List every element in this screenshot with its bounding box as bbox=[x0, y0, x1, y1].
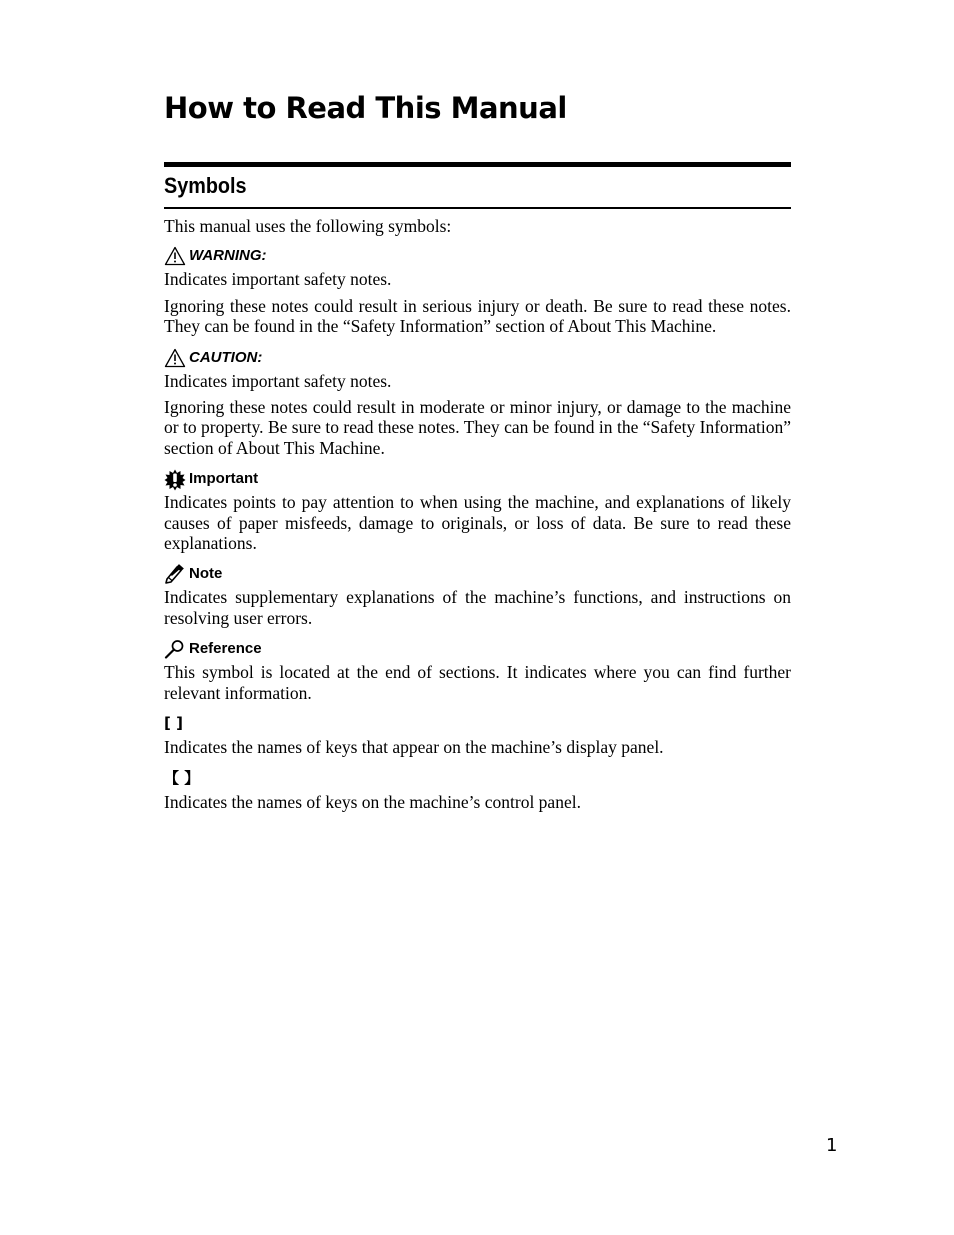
display-key-description: Indicates the names of keys that appear on the machine’s display panel. bbox=[164, 737, 664, 758]
caution-description: Indicates important safety notes. bbox=[164, 370, 392, 391]
note-description: Indicates supplementary explanations of the machine’s functions, and instructions on resolving user errors. bbox=[164, 587, 791, 628]
warning-label bbox=[164, 245, 791, 267]
warning-triangle-icon bbox=[164, 246, 186, 266]
symbols-content bbox=[164, 216, 791, 822]
pencil-note-icon bbox=[164, 564, 186, 584]
page-title: How to Read This Manual bbox=[164, 91, 567, 125]
control-key-description: Indicates the names of keys on the machine’s control panel. bbox=[164, 791, 581, 812]
important-burst-icon bbox=[164, 469, 186, 489]
display-key-block bbox=[164, 713, 791, 757]
page-number: 1 bbox=[826, 1135, 838, 1156]
warning-description: Indicates important safety notes. bbox=[164, 269, 392, 290]
title-divider bbox=[164, 162, 791, 167]
reference-block bbox=[164, 638, 791, 703]
note-block bbox=[164, 563, 791, 628]
important-description: Indicates points to pay attention to when using the machine, and explanations of likely causes of paper misfeeds, damage to originals, or loss of data. Be sure to read these explanations. bbox=[164, 492, 791, 554]
caution-detail: Ignoring these notes could result in moderate or minor injury, or damage to the machine or to property. Be sure to read these notes. They can be found in the “Safety Information” section of About This Machine. bbox=[164, 397, 791, 458]
magnifier-reference-icon bbox=[164, 639, 186, 659]
warning-block bbox=[164, 245, 791, 336]
control-key-block bbox=[164, 768, 791, 812]
reference-label-text: Reference bbox=[189, 640, 262, 658]
note-label bbox=[164, 563, 791, 585]
display-key-bracket-symbol: [ ] bbox=[164, 714, 183, 733]
warning-detail: Ignoring these notes could result in serious injury or death. Be sure to read these notes. They can be found in the “Safety Information” section of About This Machine. bbox=[164, 295, 791, 337]
important-label bbox=[164, 468, 791, 490]
warning-label-text: WARNING: bbox=[189, 247, 267, 265]
section-divider bbox=[164, 207, 791, 209]
caution-block bbox=[164, 347, 791, 459]
caution-label bbox=[164, 347, 791, 369]
note-label-text: Note bbox=[189, 565, 223, 583]
caution-triangle-icon bbox=[164, 348, 186, 368]
reference-description: This symbol is located at the end of sections. It indicates where you can find further relevant information. bbox=[164, 662, 791, 703]
control-key-bracket-symbol: 【 】 bbox=[164, 768, 200, 787]
important-label-text: Important bbox=[189, 470, 259, 488]
caution-label-text: CAUTION: bbox=[189, 348, 263, 366]
section-title: Symbols bbox=[164, 173, 247, 198]
important-block bbox=[164, 468, 791, 553]
intro-text: This manual uses the following symbols: bbox=[164, 216, 452, 236]
reference-label bbox=[164, 638, 791, 660]
